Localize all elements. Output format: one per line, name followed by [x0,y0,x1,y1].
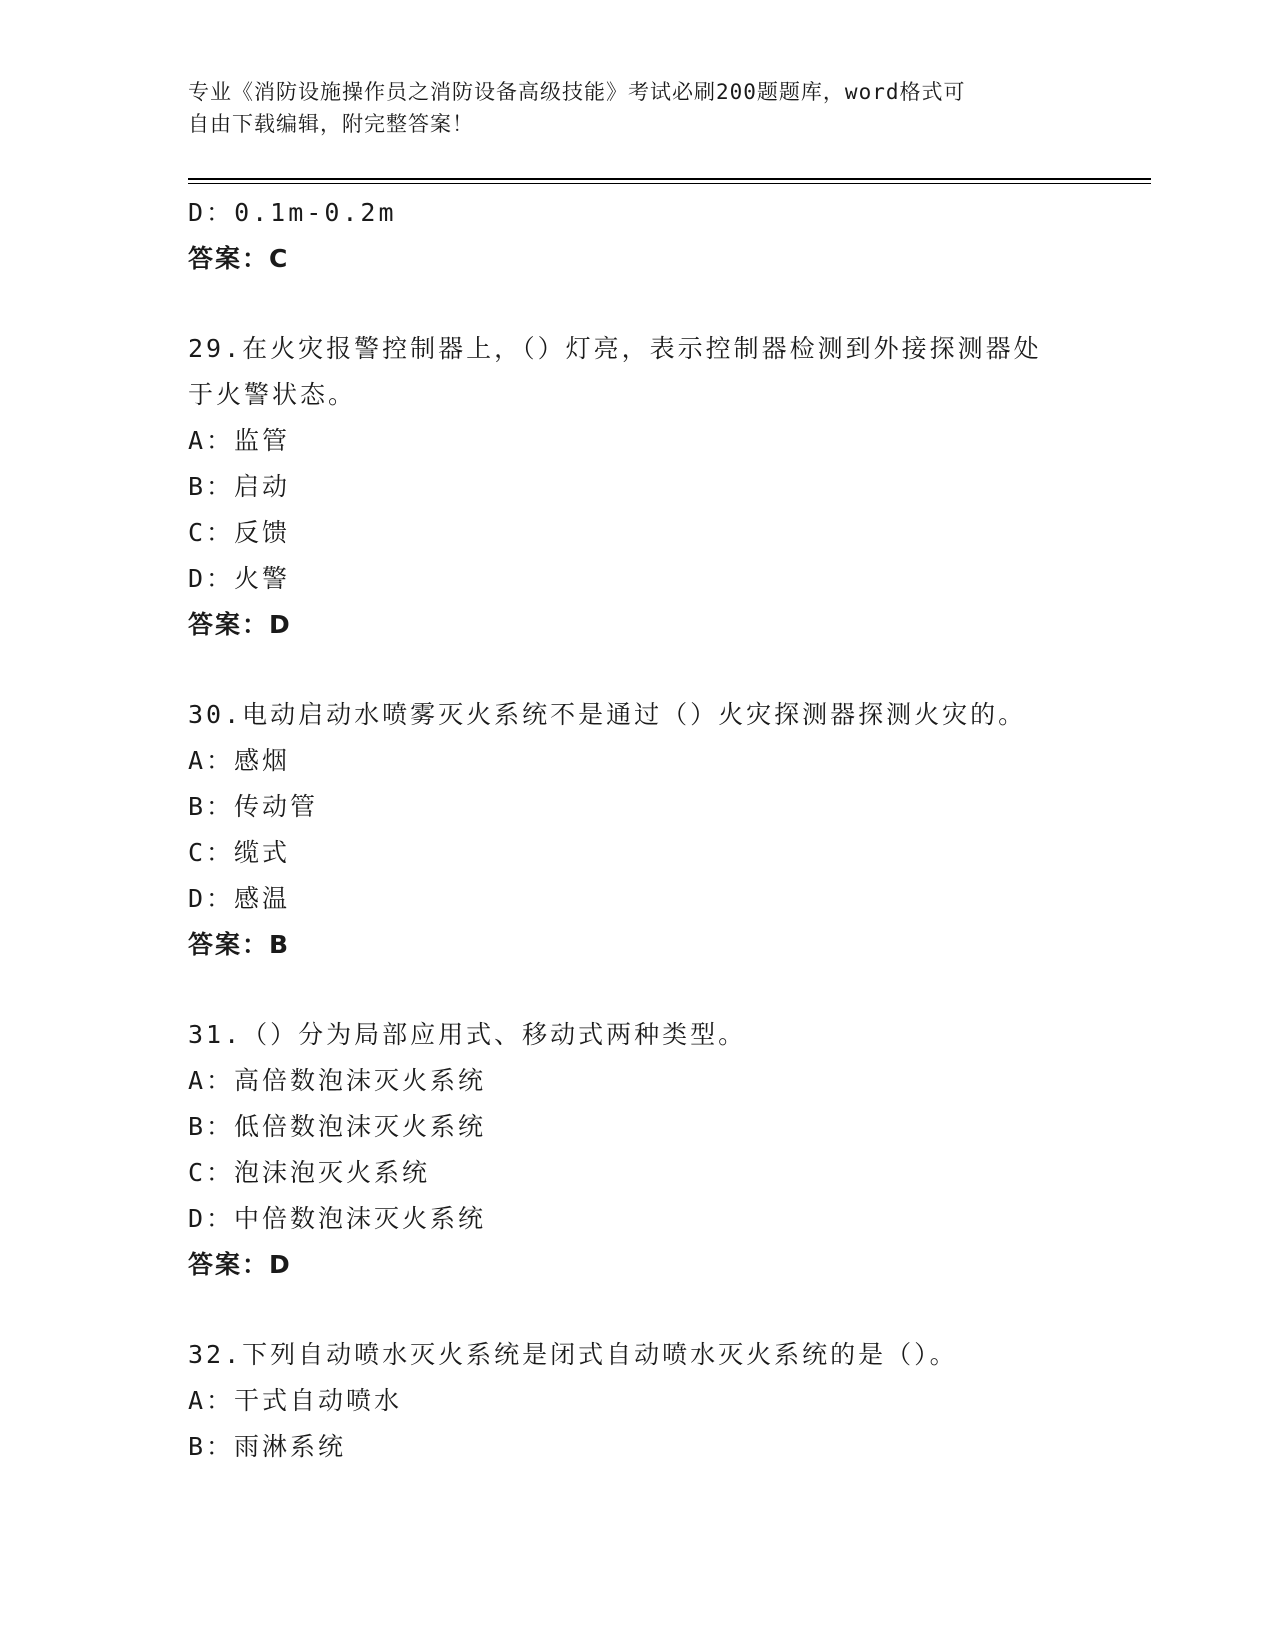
option-text: 启动 [234,472,291,501]
header-line-2: 自由下载编辑，附完整答案！ [188,112,474,136]
option-label: B： [188,792,235,821]
spacer [188,648,1088,692]
option-label: A： [188,1066,235,1095]
spacer [188,282,1088,326]
option-label: B： [188,472,235,501]
option-label: D： [188,884,235,913]
option-text: 干式自动喷水 [234,1386,403,1415]
option-label: D： [188,198,235,227]
header-line-1: 专业《消防设施操作员之消防设备高级技能》考试必刷200题题库，word格式可 [188,80,966,104]
option-text: 火警 [234,564,291,593]
header-divider-thin [188,183,1151,184]
question-29-option-a [188,418,1088,464]
option-text: 中倍数泡沫灭火系统 [234,1204,487,1233]
option-label: C： [188,838,235,867]
option-label: C： [188,518,235,547]
option-label: A： [188,426,235,455]
question-31-option-a [188,1058,1088,1104]
question-32-option-a [188,1378,1088,1424]
question-30-answer: 答案：B [188,930,291,959]
option-text: 雨淋系统 [234,1432,347,1461]
option-text: 感烟 [234,746,291,775]
question-29-option-b [188,464,1088,510]
question-32-option-b [188,1424,1088,1470]
option-label: C： [188,1158,235,1187]
question-31-text: 31.（）分为局部应用式、移动式两种类型。 [188,1020,747,1049]
document-body [188,190,1088,1470]
question-31-option-b [188,1104,1088,1150]
question-30-option-a [188,738,1088,784]
option-text: 缆式 [234,838,291,867]
option-label: B： [188,1432,235,1461]
option-label: D： [188,1204,235,1233]
option-label: B： [188,1112,235,1141]
spacer [188,968,1088,1012]
option-text: 感温 [234,884,291,913]
option-label: A： [188,1386,235,1415]
option-d-previous [188,190,1088,236]
question-30-option-d [188,876,1088,922]
option-text: 高倍数泡沫灭火系统 [234,1066,487,1095]
question-31-answer: 答案：D [188,1250,292,1279]
question-29-option-c [188,510,1088,556]
answer-previous: 答案：C [188,244,290,273]
document-header [188,76,1088,140]
option-text: 0.1m-0.2m [234,198,397,227]
question-29-option-d [188,556,1088,602]
question-31-option-d [188,1196,1088,1242]
question-29-text: 29.在火灾报警控制器上，（）灯亮，表示控制器检测到外接探测器处于火警状态。 [188,334,1042,409]
question-31-option-c [188,1150,1088,1196]
option-text: 监管 [234,426,291,455]
option-label: D： [188,564,235,593]
option-text: 传动管 [234,792,319,821]
option-text: 泡沫泡灭火系统 [234,1158,431,1187]
question-30-text: 30.电动启动水喷雾灭火系统不是通过（）火灾探测器探测火灾的。 [188,700,1027,729]
question-30-option-b [188,784,1088,830]
option-text: 反馈 [234,518,291,547]
question-32-text: 32.下列自动喷水灭火系统是闭式自动喷水灭火系统的是（）。 [188,1340,958,1369]
option-text: 低倍数泡沫灭火系统 [234,1112,487,1141]
spacer [188,1288,1088,1332]
header-divider-thick [188,178,1151,180]
option-label: A： [188,746,235,775]
question-29-answer: 答案：D [188,610,292,639]
question-30-option-c [188,830,1088,876]
